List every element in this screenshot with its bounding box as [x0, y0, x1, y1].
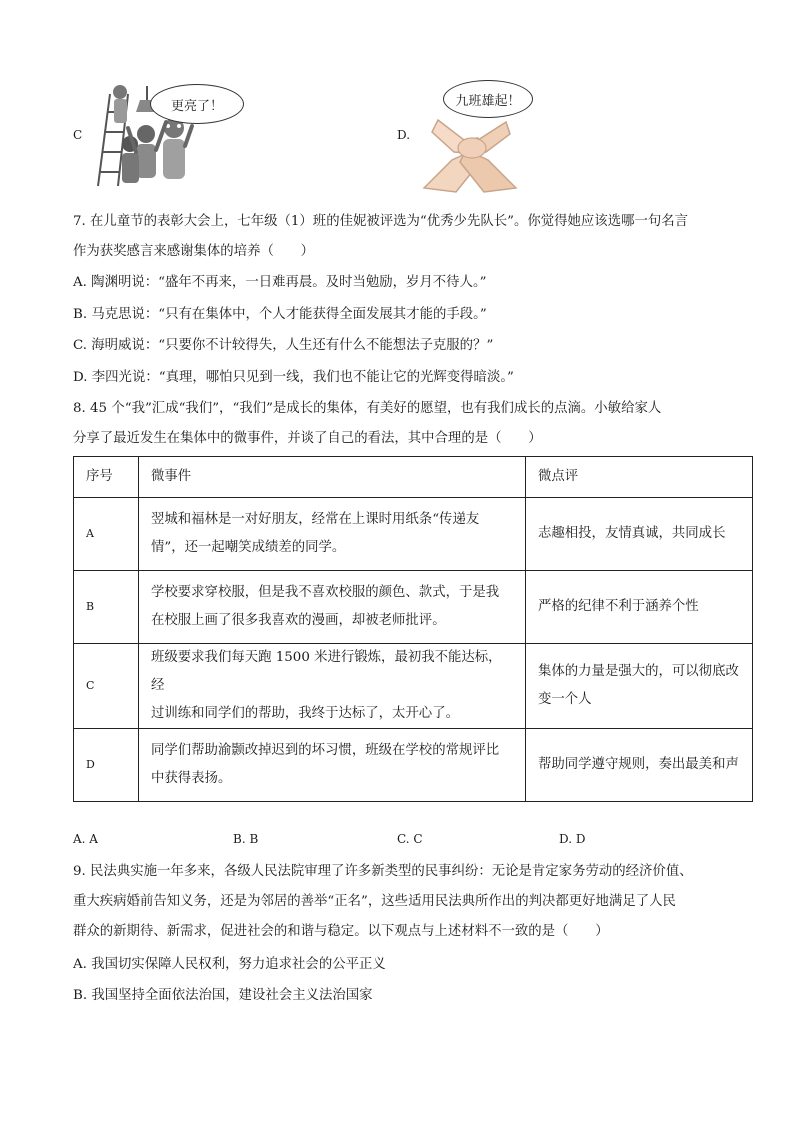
row-event	[139, 729, 526, 802]
micro-events-table	[73, 456, 753, 802]
table-row	[74, 571, 753, 644]
row-event-line2: 在校服上画了很多我喜欢的漫画，却被老师批评。	[151, 613, 446, 628]
row-comment-line2: 变一个人	[538, 692, 592, 707]
q8-answer-a: A. A	[73, 832, 98, 846]
q7-option-d: D. 李四光说：“真理，哪怕只见到一线，我们也不能让它的光辉变得暗淡。”	[73, 370, 514, 385]
header-index: 序号	[74, 457, 139, 498]
q8-answer-b: B. B	[233, 832, 259, 846]
row-event-line1: 翌城和福林是一对好朋友，经常在上课时用纸条“传递友	[151, 512, 480, 527]
header-event: 微事件	[139, 457, 526, 498]
row-event-line1: 班级要求我们每天跑 1500 米进行锻炼，最初我不能达标，经	[151, 650, 502, 693]
row-event-line2: 情”，还一起嘲笑成绩差的同学。	[151, 540, 346, 555]
row-id: C	[74, 644, 139, 729]
row-id: B	[74, 571, 139, 644]
row-event-line1: 同学们帮助渝颢改掉迟到的坏习惯，班级在学校的常规评比	[151, 743, 500, 758]
row-comment-line1: 帮助同学遵守规则，奏出最美和声	[538, 757, 739, 772]
option-c-label: C	[73, 128, 83, 142]
stacked-hands-illustration	[418, 110, 522, 194]
q9-option-a: A. 我国切实保障人民权利，努力追求社会的公平正义	[73, 957, 386, 972]
header-comment: 微点评	[526, 457, 753, 498]
table-row	[74, 644, 753, 729]
q8-stem-line2: 分享了最近发生在集体中的微事件，并谈了自己的看法，其中合理的是（ ）	[73, 431, 542, 446]
q8-answer-d: D. D	[559, 832, 586, 846]
row-event-line1: 学校要求穿校服，但是我不喜欢校服的颜色、款式，于是我	[151, 585, 500, 600]
row-comment-line1: 严格的纪律不利于涵养个性	[538, 599, 699, 614]
q9-option-b: B. 我国坚持全面依法治国，建设社会主义法治国家	[73, 988, 373, 1003]
row-comment	[526, 498, 753, 571]
row-comment-line1: 集体的力量是强大的，可以彻底改	[538, 664, 739, 679]
table-row	[74, 498, 753, 571]
row-event-line2: 中获得表扬。	[151, 771, 232, 786]
row-comment	[526, 729, 753, 802]
row-comment	[526, 571, 753, 644]
q9-stem-line3: 群众的新期待、新需求，促进社会的和谐与稳定。以下观点与上述材料不一致的是（ ）	[73, 924, 609, 939]
stacked-hands-icon	[418, 110, 522, 194]
option-d-label: D.	[397, 128, 411, 142]
row-event	[139, 571, 526, 644]
table-header-row	[74, 457, 753, 498]
q7-option-a: A. 陶渊明说：“盛年不再来，一日难再晨。及时当勉励，岁月不待人。”	[73, 275, 487, 290]
speech-bubble-c	[150, 84, 244, 124]
row-id: D	[74, 729, 139, 802]
q9-stem-line1: 9. 民法典实施一年多来，各级人民法院审理了许多新类型的民事纠纷：无论是肯定家务劳动的经济价值、	[73, 864, 693, 879]
table-row	[74, 729, 753, 802]
q8-stem-line1: 8. 45 个“我”汇成“我们”，“我们”是成长的集体，有美好的愿望，也有我们成长的点滴。小敏给家人	[73, 401, 662, 416]
row-comment-line1: 志趣相投，友情真诚，共同成长	[538, 526, 726, 541]
q9-stem-line2: 重大疾病婚前告知义务，还是为邻居的善举“正名”，这些适用民法典所作出的判决都更好地满足了人民	[73, 894, 676, 909]
row-comment	[526, 644, 753, 729]
q7-option-b: B. 马克思说：“只有在集体中，个人才能获得全面发展其才能的手段。”	[73, 307, 487, 322]
speech-bubble-c-text: 更亮了！	[170, 98, 223, 114]
q7-option-c: C. 海明威说：“只要你不计较得失，人生还有什么不能想法子克服的？”	[73, 338, 494, 353]
row-event	[139, 644, 526, 729]
row-event	[139, 498, 526, 571]
row-event-line2: 过训练和同学们的帮助，我终于达标了，太开心了。	[151, 706, 459, 721]
q7-stem-line2: 作为获奖感言来感谢集体的培养（ ）	[73, 244, 315, 259]
q7-stem-line1: 7. 在儿童节的表彰大会上，七年级（1）班的佳妮被评选为“优秀少先队长”。你觉得她应该选哪一句名言	[73, 214, 689, 229]
q8-answer-c: C. C	[397, 832, 423, 846]
row-id: A	[74, 498, 139, 571]
speech-bubble-d-text: 九班雄起！	[455, 93, 521, 109]
